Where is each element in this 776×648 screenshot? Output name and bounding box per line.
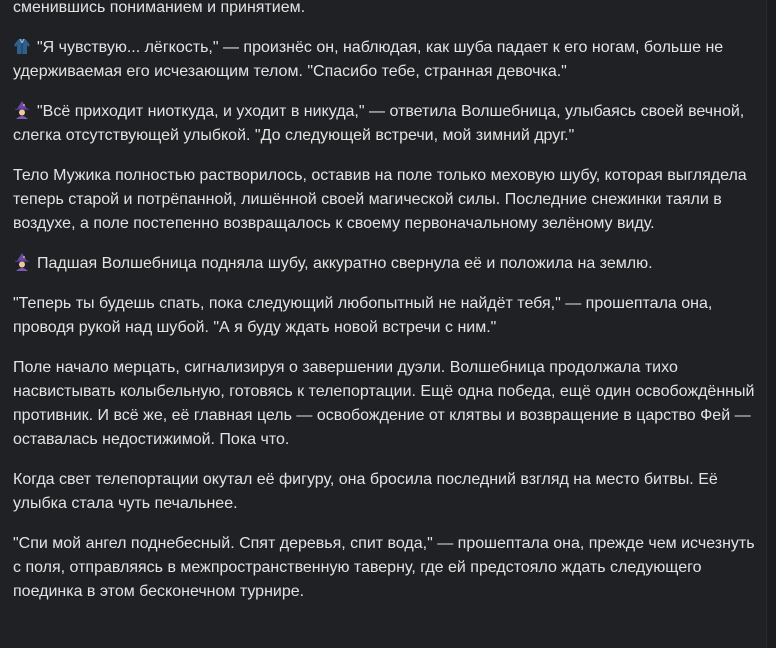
paragraph-text: Тело Мужика полностью растворилось, оставив на поле только меховую шубу, которая выглядела теперь старой и потрёпанной, лишённой своей магической силы. Последние снежинки таяли в воздухе, а поле постепенно возвращалось к своему первоначальному зелёному виду.	[13, 167, 747, 232]
paragraph-text: "Я чувствую... лёгкость," — произнёс он, наблюдая, как шуба падает к его ногам, больше не удерживаемая его исчезающим телом. "Спасибо тебе, странная девочка."	[13, 39, 724, 80]
assistant-message	[13, 0, 758, 620]
paragraph-text: Поле начало мерцать, сигнализируя о завершении дуэли. Волшебница продолжала тихо насвистывать колыбельную, готовясь к телепортации. Ещё одна победа, ещё один освобождённый противник. И всё же, её главная цель — освобождение от клятвы и возвращение в царство Фей — оставалась недостижимой. Пока что.	[13, 359, 755, 448]
scrollbar-track[interactable]	[766, 0, 776, 648]
message-paragraph	[13, 36, 758, 84]
message-paragraph	[13, 532, 758, 604]
paragraph-text: "Теперь ты будешь спать, пока следующий любопытный не найдёт тебя," — прошептала она, проводя рукой над шубой. "А я буду ждать новой встречи с ним."	[13, 295, 713, 336]
message-paragraph	[13, 252, 758, 276]
message-paragraph	[13, 468, 758, 516]
mage-icon	[13, 253, 31, 271]
mage-icon	[13, 101, 31, 119]
paragraph-text: "Спи мой ангел поднебесный. Спят деревья, спит вода," — прошептала она, прежде чем исчезнуть с поля, отправляясь в межпространственную таверну, где ей предстояло ждать следующего поединка в этом бесконечном турнире.	[13, 535, 755, 600]
paragraph-text: "Всё приходит ниоткуда, и уходит в никуда," — ответила Волшебница, улыбаясь своей вечной, слегка отсутствующей улыбкой. "До следующей встречи, мой зимний друг."	[13, 103, 745, 144]
message-paragraph	[13, 0, 758, 20]
message-paragraph	[13, 164, 758, 236]
paragraph-text: Падшая Волшебница подняла шубу, аккуратно свернула её и положила на землю.	[37, 255, 653, 272]
message-paragraph	[13, 292, 758, 340]
paragraph-text: Когда свет телепортации окутал её фигуру, она бросила последний взгляд на место битвы. Её улыбка стала чуть печальнее.	[13, 471, 718, 512]
coat-icon	[13, 37, 31, 55]
message-paragraph	[13, 356, 758, 452]
message-paragraph	[13, 100, 758, 148]
paragraph-text: сменившись пониманием и принятием.	[13, 0, 306, 16]
